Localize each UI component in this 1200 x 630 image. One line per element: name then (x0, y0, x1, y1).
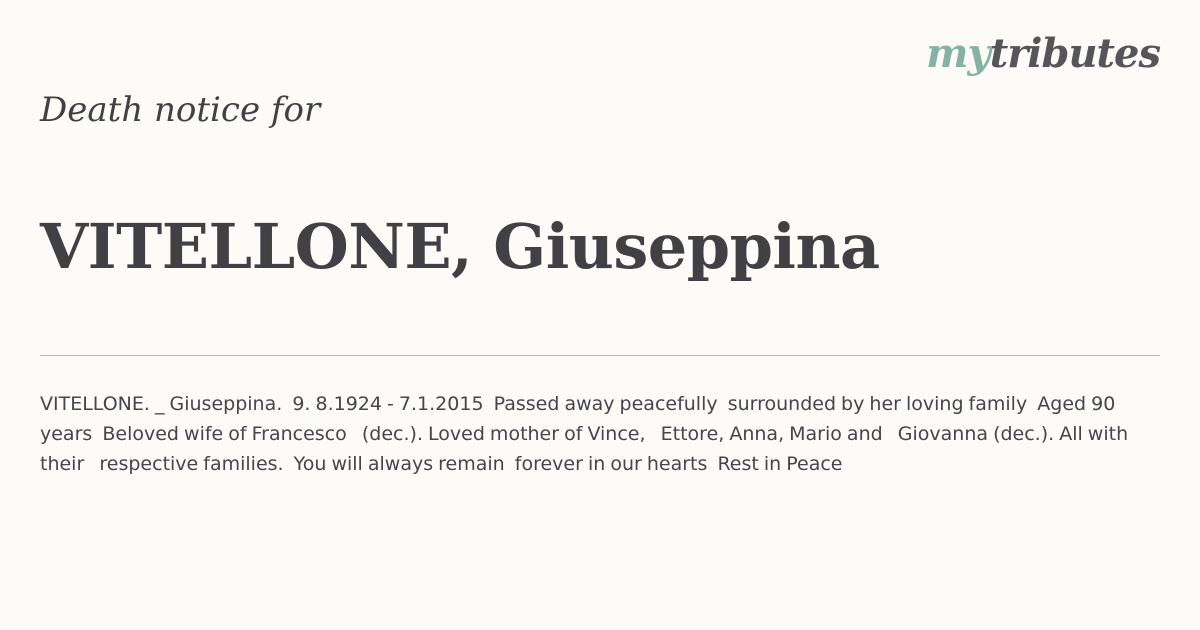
death-notice-eyebrow: Death notice for (40, 90, 321, 130)
divider (40, 355, 1160, 356)
deceased-name: VITELLONE, Giuseppina (40, 210, 880, 283)
notice-text: VITELLONE. _ Giuseppina. 9. 8.1924 - 7.1.2015 Passed away peacefully surrounded by her loving family Aged 90 years Beloved wife of Francesco (dec.). Loved mother of Vince, Ettore, Anna, Mario and Giovanna (dec.). All with their respective families. You will always remain forever in our hearts Rest in Peace (40, 393, 1134, 475)
mytributes-logo[interactable] (926, 30, 1160, 77)
logo-tributes: tributes (989, 30, 1160, 77)
logo-my: my (926, 30, 990, 77)
